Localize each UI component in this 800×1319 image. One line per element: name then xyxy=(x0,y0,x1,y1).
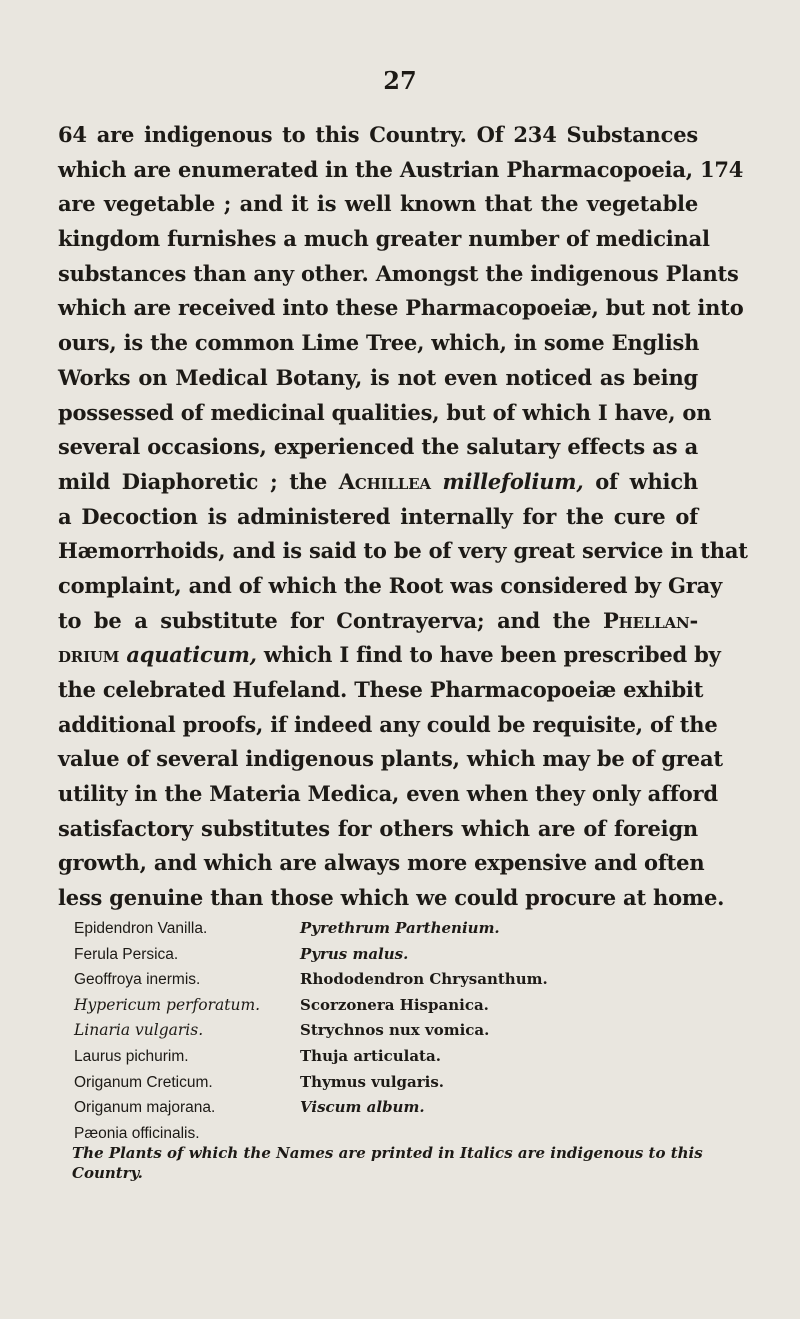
plant-list-left-column xyxy=(74,916,294,1146)
plant-name: Ferula Persica. xyxy=(74,945,179,963)
paragraph-line xyxy=(58,257,739,292)
text-run: millefolium, xyxy=(442,468,584,494)
plant-name: Geoffroya inermis. xyxy=(74,971,201,989)
text-run: are vegetable ; and it is well known that the vegetable xyxy=(58,191,698,217)
page-number: 27 xyxy=(383,66,417,95)
text-run: mild Diaphoretic ; the xyxy=(58,468,339,494)
paragraph-line xyxy=(58,742,723,777)
plant-name: Origanum Creticum. xyxy=(74,1073,213,1091)
plant-list-right-column xyxy=(300,916,700,1121)
paragraph-line xyxy=(58,846,705,881)
text-run: to be a substitute for Contrayerva; and the xyxy=(58,607,604,633)
text-run xyxy=(431,469,443,494)
paragraph-line xyxy=(58,604,698,639)
text-run: utility in the Materia Medica, even when they only afford xyxy=(58,781,718,807)
plant-name: Pyrethrum Parthenium. xyxy=(300,919,500,937)
paragraph-line xyxy=(58,569,723,604)
plant-name: Scorzonera Hispanica. xyxy=(300,995,489,1014)
paragraph-line xyxy=(58,430,698,465)
paragraph-line xyxy=(58,812,698,847)
paragraph-line xyxy=(58,465,698,500)
text-run: complaint, and of which the Root was considered by Gray xyxy=(58,572,723,598)
text-run: Hæmorrhoids, and is said to be of very great service in that xyxy=(58,538,748,564)
paragraph-line xyxy=(58,118,698,153)
text-run: aquaticum, xyxy=(126,642,257,668)
text-run: kingdom furnishes a much greater number of medicinal xyxy=(58,226,710,252)
paragraph-line xyxy=(58,187,698,222)
plant-name: Thymus vulgaris. xyxy=(300,1072,445,1091)
text-run: which are enumerated in the Austrian Pharmacopoeia, 174 xyxy=(58,156,744,182)
paragraph-line xyxy=(58,708,718,743)
text-run: Phellan- xyxy=(603,607,698,633)
plant-name: Pæonia officinalis. xyxy=(74,1124,200,1142)
paragraph-line xyxy=(58,326,698,361)
paragraph-line xyxy=(58,153,744,188)
plant-name: Origanum majorana. xyxy=(74,1099,216,1117)
plant-name: Epidendron Vanilla. xyxy=(74,920,208,937)
paragraph-line xyxy=(58,222,710,257)
text-run: 64 are indigenous to this Country. Of 234 Substances xyxy=(58,122,698,147)
plant-name: Laurus pichurim. xyxy=(74,1047,189,1065)
text-run: growth, and which are always more expensive and often xyxy=(58,850,705,876)
text-run: Works on Medical Botany, is not even noticed as being xyxy=(58,364,698,390)
paragraph-line xyxy=(58,361,698,396)
paragraph-line xyxy=(58,777,718,812)
text-run: of which xyxy=(583,468,698,494)
text-run: satisfactory substitutes for others which are of foreign xyxy=(58,815,698,841)
text-run: substances than any other. Amongst the indigenous Plants xyxy=(58,260,739,286)
paragraph-line xyxy=(58,500,698,535)
paragraph-line xyxy=(58,638,721,673)
text-run: which are received into these Pharmacopoeiæ, but not into xyxy=(58,295,744,321)
plant-name: Viscum album. xyxy=(300,1098,425,1117)
text-run: a Decoction is administered internally for the cure of xyxy=(58,503,698,529)
footnote: The Plants of which the Names are printed in Italics are indigenous to this Country. xyxy=(72,1144,703,1182)
text-run: Achillea xyxy=(338,468,431,494)
paragraph-line xyxy=(58,534,748,569)
paragraph-line xyxy=(58,396,712,431)
text-run: drium xyxy=(58,642,120,668)
main-paragraph xyxy=(58,118,748,916)
plant-name: Linaria vulgaris. xyxy=(74,1021,204,1040)
plant-name: Pyrus malus. xyxy=(300,944,409,963)
text-run: additional proofs, if indeed any could be requisite, of the xyxy=(58,711,718,737)
paragraph-line xyxy=(58,881,725,916)
text-run: less genuine than those which we could procure at home. xyxy=(58,885,725,911)
plant-name: Rhododendron Chrysanthum. xyxy=(300,970,548,989)
text-run: value of several indigenous plants, which may be of great xyxy=(58,746,723,772)
paragraph-line xyxy=(58,291,744,326)
text-run: the celebrated Hufeland. These Pharmacopoeiæ exhibit xyxy=(58,677,704,702)
text-run: ours, is the common Lime Tree, which, in some English xyxy=(58,330,700,356)
paragraph-line xyxy=(58,673,704,708)
text-run: which I find to have been prescribed by xyxy=(256,642,721,668)
plant-name: Hypericum perforatum. xyxy=(74,995,261,1014)
text-run: several occasions, experienced the salutary effects as a xyxy=(58,434,698,460)
plant-name: Strychnos nux vomica. xyxy=(300,1021,490,1040)
plant-name: Thuja articulata. xyxy=(300,1046,441,1065)
text-run: possessed of medicinal qualities, but of which I have, on xyxy=(58,399,712,425)
